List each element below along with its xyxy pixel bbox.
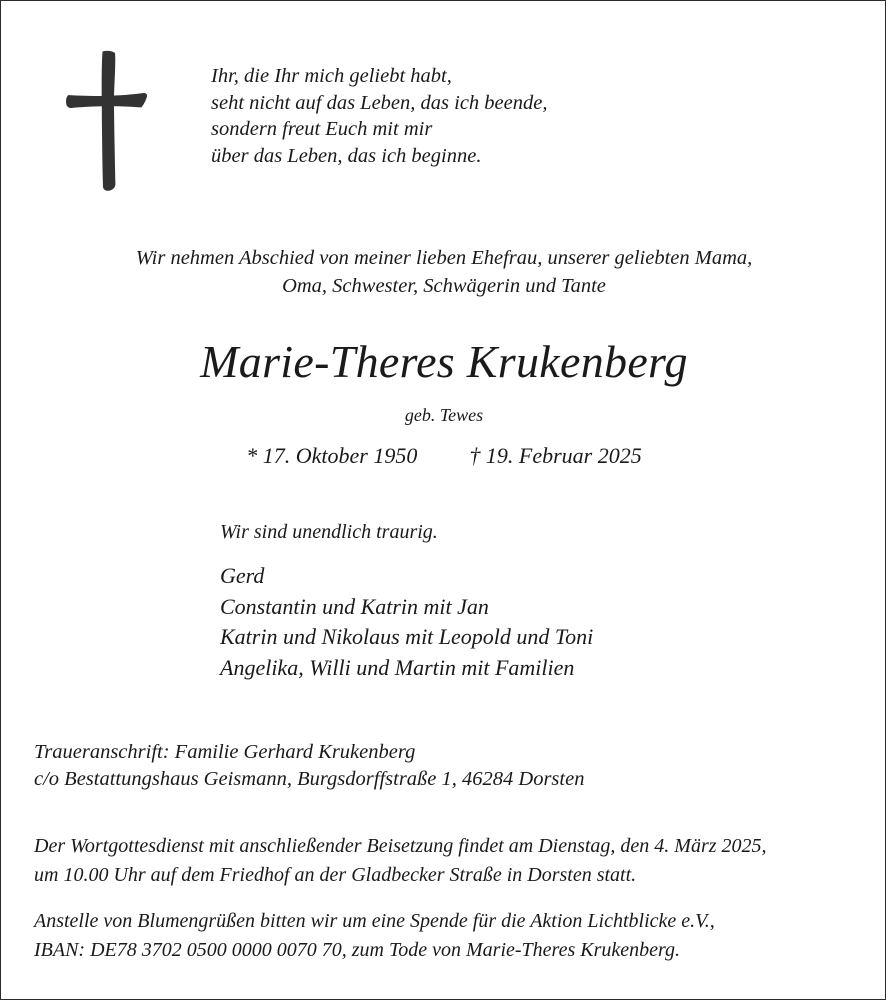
service-line-2: um 10.00 Uhr auf dem Friedhof an der Gladbecker Straße in Dorsten statt. bbox=[34, 864, 637, 886]
donation-line-2-iban: IBAN: DE78 3702 0500 0000 0070 70, zum Tode von Marie-Theres Krukenberg. bbox=[34, 939, 681, 961]
address-line-2: c/o Bestattungshaus Geismann, Burgsdorffstraße 1, 46284 Dorsten bbox=[34, 768, 585, 790]
service-line-1: Der Wortgottesdienst mit anschließender Beisetzung findet am Dienstag, den 4. März 2025, bbox=[34, 835, 767, 857]
grief-statement: Wir sind unendlich traurig. bbox=[220, 521, 438, 543]
deceased-birth-name: geb. Tewes bbox=[404, 405, 484, 425]
life-dates bbox=[1, 442, 886, 470]
mourners-list bbox=[220, 561, 593, 683]
address-line-1: Traueranschrift: Familie Gerhard Krukenberg bbox=[34, 741, 416, 763]
intro-line-1: Wir nehmen Abschied von meiner lieben Ehefrau, unserer geliebten Mama, bbox=[135, 247, 753, 269]
poem-line-2: seht nicht auf das Leben, das ich beende, bbox=[211, 91, 548, 114]
intro-text bbox=[1, 244, 886, 300]
donation-line-1: Anstelle von Blumengrüßen bitten wir um eine Spende für die Aktion Lichtblicke e.V., bbox=[34, 910, 715, 932]
poem-line-4: über das Leben, das ich beginne. bbox=[211, 144, 482, 167]
christian-cross-icon bbox=[63, 49, 149, 194]
poem-text bbox=[211, 47, 886, 169]
cross-container bbox=[1, 47, 211, 194]
service-details bbox=[34, 832, 859, 890]
header-block bbox=[1, 47, 886, 194]
mourner-line: Angelika, Willi und Martin mit Familien bbox=[220, 654, 575, 680]
deceased-name: Marie-Theres Krukenberg bbox=[200, 336, 688, 387]
intro-line-2: Oma, Schwester, Schwägerin und Tante bbox=[282, 275, 606, 297]
birth-date: * 17. Oktober 1950 bbox=[246, 443, 418, 468]
condolence-address bbox=[34, 739, 584, 793]
mourner-line: Constantin und Katrin mit Jan bbox=[220, 593, 489, 619]
mourner-line: Katrin und Nikolaus mit Leopold und Toni bbox=[220, 624, 594, 649]
mourner-line: Gerd bbox=[220, 563, 265, 588]
poem-line-1: Ihr, die Ihr mich geliebt habt, bbox=[211, 65, 452, 87]
donation-request bbox=[34, 907, 859, 965]
poem-line-3: sondern freut Euch mit mir bbox=[211, 118, 433, 140]
death-date: † 19. Februar 2025 bbox=[469, 443, 642, 468]
